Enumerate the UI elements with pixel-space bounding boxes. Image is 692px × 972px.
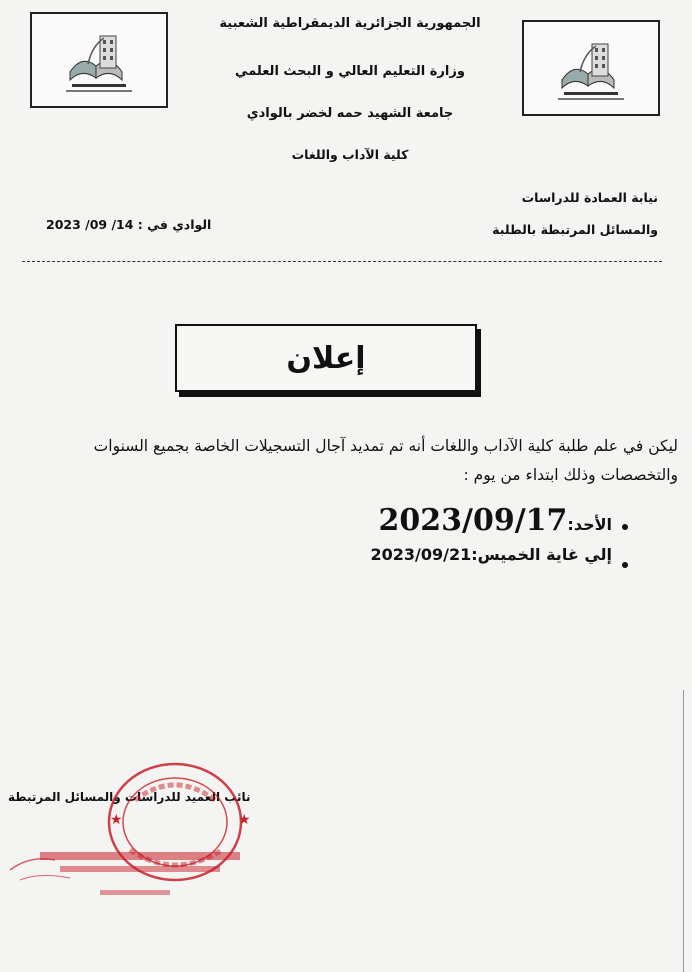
office-line-1: نيابة العمادة للدراسات: [521, 190, 658, 205]
page-edge: [683, 690, 684, 972]
announcement-title-box: [175, 324, 477, 392]
date-value-end: 2023/09/21: [370, 545, 472, 564]
university-logo-icon: [32, 14, 166, 106]
header-faculty: كلية الآداب واللغات: [291, 147, 409, 162]
signature-title: نائب العميد للدراسات والمسائل المرتبطة: [8, 790, 251, 804]
university-logo-left: [30, 12, 168, 108]
bullet-icon: [622, 524, 628, 530]
office-line-2: والمسائل المرتبطة بالطلبة: [492, 222, 658, 237]
announcement-body: ليكن في علم طلبة كلية الآداب واللغات أنه تم تمديد آجال التسجيلات الخاصة بجميع السنوات والتخصصات وذلك ابتداء من يوم :: [93, 437, 678, 484]
header-ministry: وزارة التعليم العالي و البحث العلمي: [235, 64, 465, 79]
date-value-start: 2023/09/17: [378, 503, 568, 538]
date-item-end: [370, 545, 612, 564]
bullet-icon: [622, 562, 628, 568]
header-divider: [22, 261, 662, 262]
date-line: الوادي في : 14/ 09/ 2023: [46, 217, 212, 232]
svg-text:★: ★: [238, 812, 251, 828]
announcement-title: إعلان: [286, 340, 366, 376]
official-stamp-icon: [0, 760, 260, 910]
header-republic: الجمهورية الجزائرية الديمقراطية الشعبية: [219, 16, 481, 31]
date-label-start: الأحد:: [567, 515, 612, 534]
header-university: جامعة الشهيد حمه لخضر بالوادي: [246, 106, 454, 121]
svg-text:★: ★: [110, 812, 123, 828]
university-logo-icon: [524, 22, 658, 114]
university-logo-right: [522, 20, 660, 116]
date-item-start: [379, 503, 612, 538]
date-label-end: إلي غاية الخميس:: [471, 545, 612, 564]
